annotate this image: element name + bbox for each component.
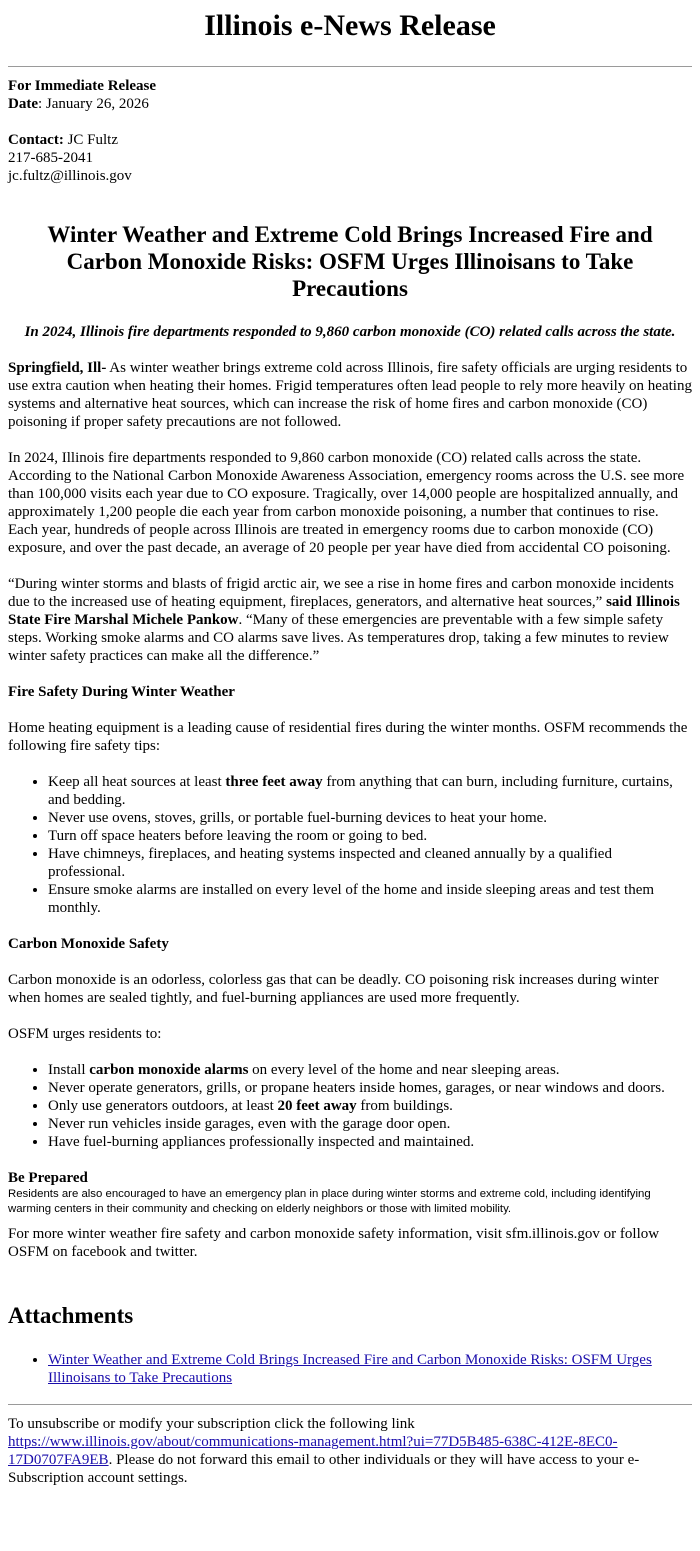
be-prepared-text: Residents are also encouraged to have an emergency plan in place during winter storms and extreme cold, including identifying warming centers in their community and checking on elderly neighbors or those with limited mobility. xyxy=(8,1188,651,1215)
tip-text: Install xyxy=(48,1062,90,1078)
co-urges-line: OSFM urges residents to: xyxy=(8,1026,162,1042)
contact-phone: 217-685-2041 xyxy=(8,150,93,166)
be-prepared-heading: Be Prepared xyxy=(8,1170,88,1186)
list-item: • Have fuel-burning appliances professionally inspected and maintained. xyxy=(48,1133,692,1151)
tip-text: Keep all heat sources at least xyxy=(48,774,226,790)
contact-label: Contact: xyxy=(8,132,64,148)
tip-text: from anything that can burn, including furniture, curtains, and bedding. xyxy=(48,774,673,808)
list-item: • Never run vehicles inside garages, even with the garage door open. xyxy=(48,1115,692,1133)
footer-text-after: . Please do not forward this email to other individuals or they will have access to your e-Subscription account settings. xyxy=(8,1452,640,1486)
intro-paragraph xyxy=(8,359,692,431)
page-title: Illinois e-News Release xyxy=(204,9,496,42)
closing-paragraph: For more winter weather fire safety and carbon monoxide safety information, visit sfm.illinois.gov or follow OSFM on facebook and twitter. xyxy=(8,1226,660,1260)
footer-divider xyxy=(8,1404,692,1405)
contact-name: JC Fultz xyxy=(63,132,119,148)
quote-paragraph xyxy=(8,575,692,665)
article-headline: Winter Weather and Extreme Cold Brings Increased Fire and Carbon Monoxide Risks: OSFM Urges Illinoisans to Take Precautions xyxy=(47,222,653,301)
tip-text: from buildings. xyxy=(356,1098,453,1114)
list-item: • Never operate generators, grills, or propane heaters inside homes, garages, or near windows and doors. xyxy=(48,1079,692,1097)
attachments-list xyxy=(8,1351,692,1387)
co-safety-tips xyxy=(8,1061,692,1151)
date-label: Date xyxy=(8,96,38,112)
list-item: • Turn off space heaters before leaving the room or going to bed. xyxy=(48,827,692,845)
list-item xyxy=(48,1097,692,1115)
statistics-paragraph: In 2024, Illinois fire departments responded to 9,860 carbon monoxide (CO) related calls across the state. According to the National Carbon Monoxide Awareness Association, emergency rooms across the U.S. see more than 100,000 visits each year due to CO exposure. Tragically, over 14,000 people are hospitalized annually, and approximately 1,200 people die each year from carbon monoxide poisoning, a number that continues to rise. Each year, hundreds of people across Illinois are treated in emergency rooms due to carbon monoxide (CO) exposure, and over the past decade, an average of 20 people per year have died from accidental CO poisoning. xyxy=(8,450,685,556)
intro-text: As winter weather brings extreme cold across Illinois, fire safety officials are urging residents to use extra caution when heating their homes. Frigid temperatures often lead people to rely more heavily on heating systems and alternative heat sources, which can increase the risk of home fires and carbon monoxide (CO) poisoning if proper safety precautions are not followed. xyxy=(8,360,692,430)
unsubscribe-link[interactable]: https://www.illinois.gov/about/communications-management.html?ui=77D5B485-638C-412E-8EC0-17D0707FA9EB xyxy=(8,1434,618,1468)
tip-text: on every level of the home and near sleeping areas. xyxy=(248,1062,560,1078)
date-line xyxy=(8,95,692,113)
list-item xyxy=(48,773,692,809)
contact-email: jc.fultz@illinois.gov xyxy=(8,168,132,184)
date-value: : January 26, 2026 xyxy=(38,96,149,112)
release-label: For Immediate Release xyxy=(8,78,157,94)
tip-emphasis: 20 feet away xyxy=(277,1098,357,1114)
list-item xyxy=(48,1061,692,1079)
attachment-link[interactable]: Winter Weather and Extreme Cold Brings Increased Fire and Carbon Monoxide Risks: OSFM Urges Illinoisans to Take Precautions xyxy=(48,1352,652,1386)
tip-emphasis: three feet away xyxy=(225,774,323,790)
dateline: Springfield, Ill- xyxy=(8,360,107,376)
quote-part-2: . “Many of these emergencies are preventable with a few simple safety steps. Working smoke alarms and CO alarms save lives. As temperatures drop, taking a few minutes to review winter safety practices can make all the difference.” xyxy=(8,612,669,664)
header-divider xyxy=(8,66,692,67)
co-safety-intro: Carbon monoxide is an odorless, colorless gas that can be deadly. CO poisoning risk increases during winter when homes are sealed tightly, and fuel-burning appliances are used more frequently. xyxy=(8,972,659,1006)
article-subheadline: In 2024, Illinois fire departments responded to 9,860 carbon monoxide (CO) related calls across the state. xyxy=(24,324,676,340)
release-meta xyxy=(8,77,692,185)
quote-speaker: said Illinois State Fire Marshal Michele Pankow xyxy=(8,594,680,628)
quote-part-1: “During winter storms and blasts of frigid arctic air, we see a rise in home fires and carbon monoxide incidents due to the increased use of heating equipment, fireplaces, generators, and alternative heat sources,” xyxy=(8,576,674,610)
fire-safety-tips xyxy=(8,773,692,917)
list-item: • Never use ovens, stoves, grills, or portable fuel-burning devices to heat your home. xyxy=(48,809,692,827)
fire-safety-heading: Fire Safety During Winter Weather xyxy=(8,684,235,700)
contact-line xyxy=(8,131,692,149)
co-safety-heading: Carbon Monoxide Safety xyxy=(8,936,169,952)
tip-emphasis: carbon monoxide alarms xyxy=(89,1062,249,1078)
list-item: • Have chimneys, fireplaces, and heating systems inspected and cleaned annually by a qualified professional. xyxy=(48,845,692,881)
attachments-heading: Attachments xyxy=(8,1303,134,1328)
attachment-item xyxy=(48,1351,692,1387)
unsubscribe-footer xyxy=(8,1415,692,1487)
footer-text-before: To unsubscribe or modify your subscription click the following link xyxy=(8,1416,415,1432)
fire-safety-intro: Home heating equipment is a leading cause of residential fires during the winter months. OSFM recommends the following fire safety tips: xyxy=(8,720,688,754)
tip-text: Only use generators outdoors, at least xyxy=(48,1098,278,1114)
list-item: • Ensure smoke alarms are installed on every level of the home and inside sleeping areas and test them monthly. xyxy=(48,881,692,917)
release-label-line xyxy=(8,77,692,95)
